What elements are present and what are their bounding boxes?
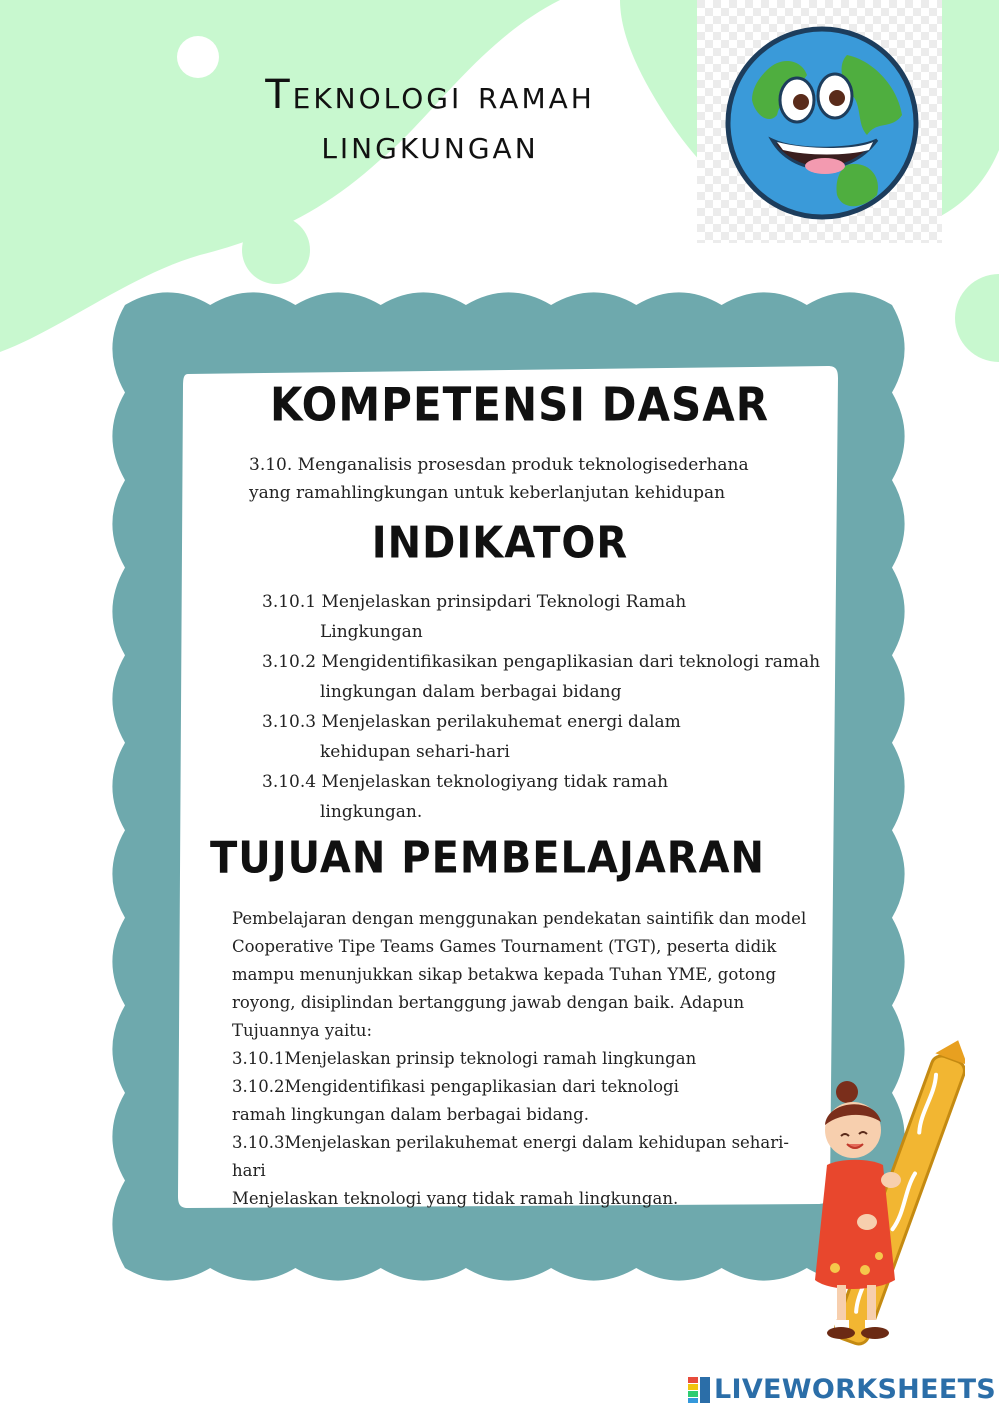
- liveworksheets-watermark: [688, 1374, 996, 1405]
- indikator-item: 3.10.1 Menjelaskan prinsipdari Teknologi Ramah Lingkungan: [262, 592, 687, 642]
- liveworksheets-logo-icon: [688, 1377, 710, 1403]
- tujuan-item: 3.10.1Menjelaskan prinsip teknologi ramah lingkungan: [232, 1049, 697, 1068]
- indikator-heading: INDIKATOR: [371, 517, 629, 569]
- indikator-list: [262, 587, 822, 827]
- indikator-item: 3.10.3 Menjelaskan perilakuhemat energi dalam kehidupan sehari-hari: [262, 712, 681, 762]
- brand-name: LIVEWORKSHEETS: [714, 1374, 997, 1405]
- kompetensi-line-1: 3.10. Menganalisis prosesdan produk teknologisederhana: [249, 455, 749, 475]
- kompetensi-dasar-heading: KOMPETENSI DASAR: [270, 377, 770, 432]
- tujuan-item: 3.10.2Mengidentifikasi pengaplikasian dari teknologi ramah lingkungan dalam berbagai bidang.: [232, 1077, 679, 1124]
- title-line-1: Teknologi ramah: [265, 72, 595, 118]
- title-line-2: lingkungan: [321, 122, 539, 168]
- indikator-item: 3.10.4 Menjelaskan teknologiyang tidak ramah lingkungan.: [262, 772, 669, 822]
- kompetensi-line-2: yang ramahlingkungan untuk keberlanjutan kehidupan: [249, 483, 726, 503]
- tujuan-pembelajaran-heading: TUJUAN PEMBELAJARAN: [210, 832, 766, 884]
- tujuan-item: Menjelaskan teknologi yang tidak ramah lingkungan.: [232, 1189, 679, 1208]
- tujuan-pembelajaran-text: [232, 905, 822, 1213]
- kompetensi-dasar-text: [249, 451, 809, 507]
- tujuan-paragraph: Pembelajaran dengan menggunakan pendekatan saintifik dan model Cooperative Tipe Teams Games Tournament (TGT), peserta didik mampu menunjukkan sikap betakwa kepada Tuhan YME, gotong royong, disiplindan bertanggung jawab dengan baik. Adapun Tujuannya yaitu:: [232, 909, 807, 1040]
- girl-with-pencil-illustration: [805, 1030, 965, 1380]
- tujuan-item: 3.10.3Menjelaskan perilakuhemat energi dalam kehidupan sehari-hari: [232, 1133, 790, 1180]
- indikator-item: 3.10.2 Mengidentifikasikan pengaplikasian dari teknologi ramah lingkungan dalam berbagai bidang: [262, 652, 821, 702]
